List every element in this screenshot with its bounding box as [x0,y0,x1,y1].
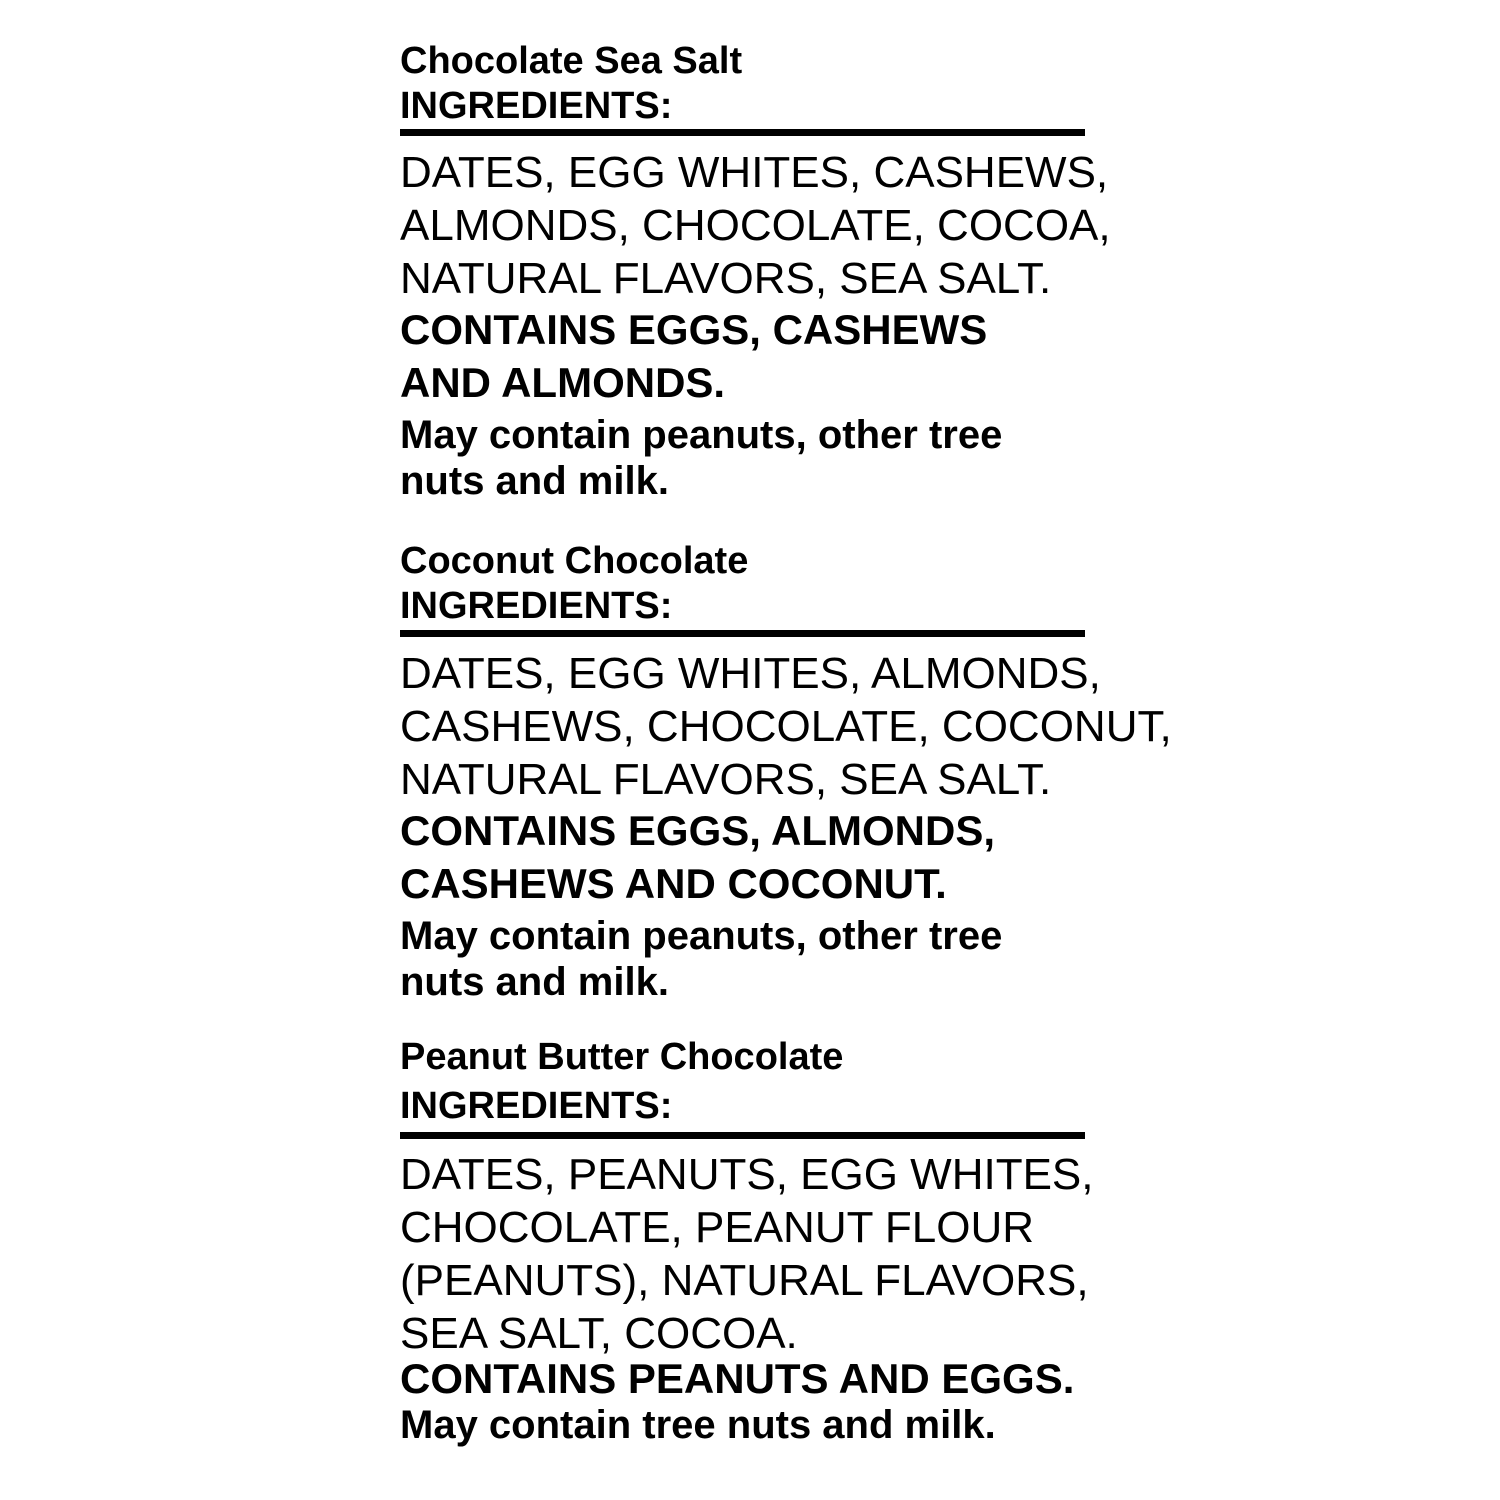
ingredients-line: SEA SALT, COCOA. [400,1309,798,1358]
allergen-contains-line: AND ALMONDS. [400,359,726,406]
ingredients-line: DATES, PEANUTS, EGG WHITES, [400,1150,1094,1199]
flavor-name: Chocolate Sea Salt [400,40,743,82]
ingredients-line: CHOCOLATE, PEANUT FLOUR [400,1203,1035,1252]
ingredients-line: (PEANUTS), NATURAL FLAVORS, [400,1256,1089,1305]
heading-rule [400,1132,1085,1139]
ingredients-line: NATURAL FLAVORS, SEA SALT. [400,755,1052,804]
allergen-contains-line: CASHEWS AND COCONUT. [400,860,947,907]
may-contain-line: nuts and milk. [400,960,669,1004]
may-contain-line: May contain peanuts, other tree [400,914,1003,958]
ingredients-heading: INGREDIENTS: [400,585,673,627]
ingredients-line: ALMONDS, CHOCOLATE, COCOA, [400,201,1111,250]
allergen-contains-line: CONTAINS PEANUTS AND EGGS. [400,1355,1075,1402]
heading-rule [400,129,1085,136]
allergen-contains-line: CONTAINS EGGS, CASHEWS [400,306,988,353]
ingredients-heading: INGREDIENTS: [400,1085,673,1127]
ingredients-line: DATES, EGG WHITES, CASHEWS, [400,148,1109,197]
may-contain-line: May contain tree nuts and milk. [400,1403,996,1447]
allergen-contains-line: CONTAINS EGGS, ALMONDS, [400,807,996,854]
flavor-name: Coconut Chocolate [400,540,749,582]
may-contain-line: May contain peanuts, other tree [400,413,1003,457]
ingredients-line: NATURAL FLAVORS, SEA SALT. [400,254,1052,303]
may-contain-line: nuts and milk. [400,459,669,503]
flavor-name: Peanut Butter Chocolate [400,1036,844,1078]
ingredients-line: CASHEWS, CHOCOLATE, COCONUT, [400,702,1172,751]
ingredients-heading: INGREDIENTS: [400,85,673,127]
heading-rule [400,630,1085,637]
ingredients-line: DATES, EGG WHITES, ALMONDS, [400,649,1101,698]
